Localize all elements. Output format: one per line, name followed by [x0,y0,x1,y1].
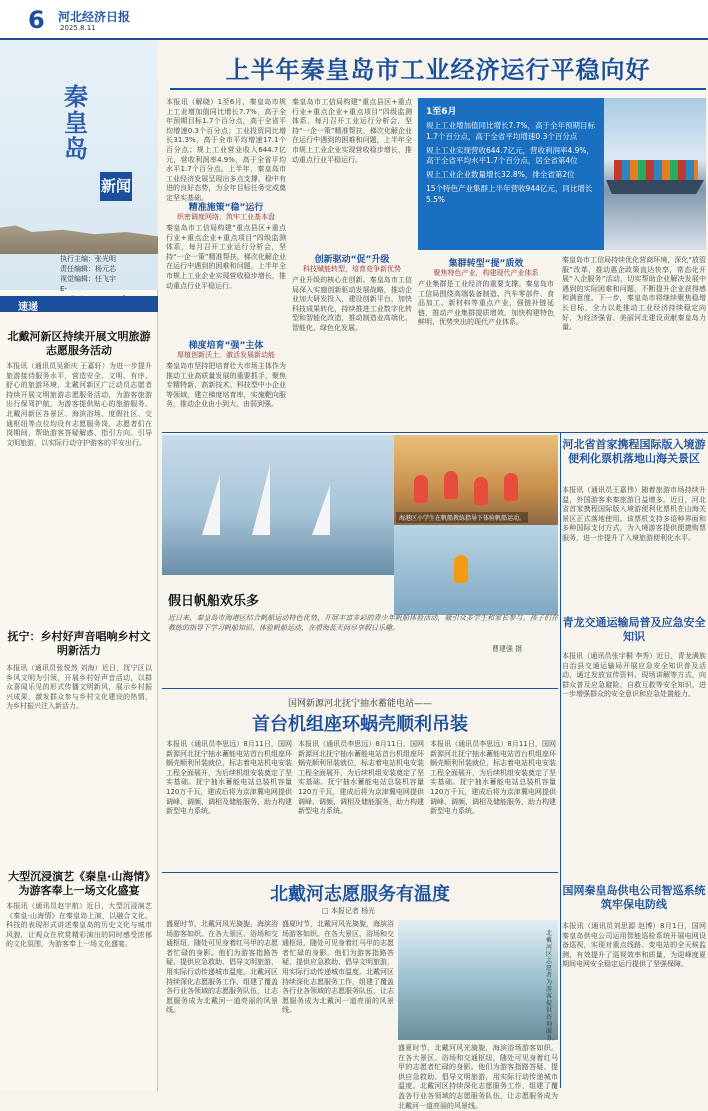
lead-headline[interactable]: 上半年秦皇岛市工业经济运行平稳向好 [225,56,651,84]
stats-infobox [418,98,604,250]
photo-story-title[interactable]: 假日帆船欢乐多 [168,594,260,609]
right-article-title[interactable]: 河北省首家携程国际版入境游便利化票机落地山海关景区 [562,438,706,465]
infobox-item: 规上工业企业数量增长32.8%，排全省第2位 [426,170,575,180]
section-masthead [0,40,158,293]
editor-line: 责任编辑：杨元芯 [60,265,116,273]
article-headline[interactable]: 北戴河志愿服务有温度 [270,884,450,905]
subhead-kicker: 厚植创新沃土，激活发展新动能 [177,351,275,359]
issue-date: 2025.8.11 [60,24,96,32]
infobox-item: 规上工业实现营收644.7亿元，营收利润率4.9%，高于全省平均水平1.7个百分点，居全省第4位 [426,145,595,166]
cargo-ship-photo [604,98,706,250]
paper-name: 河北经济日报 [58,10,131,24]
child-figure [504,473,518,501]
article-headline[interactable]: 首台机组座环蜗壳顺利吊装 [252,714,468,735]
container-stack [614,160,698,180]
boat-ride-photo [394,525,558,615]
infobox-item: 15个特色产业集群上半年营收944亿元，同比增长5.5% [426,183,593,204]
article-body: 盛夏时节，北戴河风光旖旎，海滨浴场游客如织。在各大景区、浴场和交通枢纽，随处可见身着红马甲的志愿者忙碌的身影。他们为游客指路答疑、提供应急救助、倡导文明旅游，用实际行动传递城市温度。北戴河区持续深化志愿服务工作，组建了覆盖各行业各领域的志愿服务队伍，让志愿服务成为北戴河一道亮丽的风景线。 [398,1044,558,1110]
section-divider [162,688,558,689]
child-figure [454,555,468,583]
section-body: 秦皇岛市工信局构建“重点县区+重点行业+重点企业+重点项目”四级监测体系，每月召开工业运行分析会，坚持“一企一策”精准帮扶，梯次化解企业在运行中遇到的困难和问题，上半年全市规上工业企业实现营收稳步增长，推动重点行业平稳运行。 [166,224,286,290]
infobox-item: 规上工业增加值同比增长7.7%，高于全年预期目标1.7个百分点，高于全省平均增速0.3个百分点 [426,121,596,141]
right-article-body: 本报讯（通讯员张宇桐 李秀）近日，青龙满族自治县交通运输局开展应急安全知识普及活动，通过发放宣传资料、现场讲解等方式，向群众普及应急避险、自救互救等安全知识，进一步增强群众的安全意识和应急处置能力。 [562,652,706,699]
photo-caption: 海港区小学生在帆船教练指导下体验帆船运动。 [396,512,528,523]
masthead-section: 新闻 [100,172,132,201]
page-header [0,0,708,40]
subhead: 精准施策“稳”运行 [188,203,264,213]
photo-story-body: 近日来，秦皇岛市海港区结合帆船运动特色优势，开展丰富多彩的青少年帆船体验活动，吸引众多学生和家长参与。孩子们在教练的指导下学习帆船知识、体验帆船运动，在碧海蓝天间尽享假日乐趣。 [168,614,558,632]
sailing-photo [162,435,394,575]
section-body: 秦皇岛市坚持把培育壮大市场主体作为推动工业高质量发展的重要抓手，聚焦专精特新、高新技术、科技型中小企业等领域，建立梯度培育库，实施靶向服务，推动企业由小到大、由弱到强。 [166,362,286,409]
sidebar [0,40,158,1091]
subhead: 梯度培育“强”主体 [188,341,264,351]
masthead-city: 秦皇岛 [64,82,88,163]
photo-caption: 北戴河区志愿者为游客提供咨询服务。 [546,930,559,1042]
subhead-kicker: 聚焦特色产业，构建现代产业体系 [433,269,539,277]
section-body: 产业集群是工业经济的重要支撑。秦皇岛市工信局围绕高端装备制造、汽车零部件、食品加工、新材料等重点产业，强链补链延链，推动产业集群提质增效，加快构建特色鲜明、优势突出的现代产业体系。 [418,280,554,327]
subhead: 集群转型“提”质效 [448,259,524,269]
article-body: 盛夏时节，北戴河风光旖旎，海滨浴场游客如织。在各大景区、浴场和交通枢纽，随处可见身着红马甲的志愿者忙碌的身影。他们为游客指路答疑、提供应急救助、倡导文明旅游，用实际行动传递城市温度。北戴河区持续深化志愿服务工作，组建了覆盖各行业各领域的志愿服务队伍，让志愿服务成为北戴河一道亮丽的风景线。 [166,920,278,1015]
sidebar-article-body: 本报讯（通讯员吴新庆 王嘉轩）为进一步提升旅游接待服务水平，营造安全、文明、有序、舒心的旅游环境，北戴河新区广泛动员志愿者持续开展文明旅游志愿服务活动，为游客旅游出行保驾护航，为游客提供贴心的旅游服务。北戴河新区各景区、海滨浴场、度假社区、交通枢纽等点位均设有志愿服务岗，志愿者们在岗期间，帮助游客答疑解惑、指引方向、引导文明旅游，以实际行动守护游客的平安出行。 [6,362,152,447]
sidebar-article-body: 本报讯（通讯员赵宇航）近日，大型沉浸演艺《秦皇·山海情》在秦皇岛上演，以融合文化、科技的表现形式讲述秦皇岛的历史文化与城市风貌，让观众在欣赏精彩演出的同时感受浓郁的文化氛围，为游客奉上一场文化盛宴。 [6,902,152,949]
sail-shape [312,485,330,535]
child-figure [444,471,458,499]
article-body: 本报讯（通讯员李思远）8月11日，国网新源河北抚宁抽水蓄能电站首台机组座环蜗壳顺利吊装就位，标志着电站机电安装工程全面展开，为后续机组安装奠定了坚实基础。抚宁抽水蓄能电站总装机容量120万千瓦，建成后将为京津冀电网提供调峰、调频、调相及储能服务，助力构建新型电力系统。 [166,740,292,816]
main-content [162,40,708,1110]
sail-shape [252,465,270,535]
section-divider [562,432,708,433]
child-figure [414,475,428,503]
right-article-title[interactable]: 青龙交通运输局普及应急安全知识 [562,616,706,643]
article-body: 本报讯（通讯员李思远）8月11日，国网新源河北抚宁抽水蓄能电站首台机组座环蜗壳顺利吊装就位，标志着电站机电安装工程全面展开，为后续机组安装奠定了坚实基础。抚宁抽水蓄能电站总装机容量120万千瓦，建成后将为京津冀电网提供调峰、调频、调相及储能服务，助力构建新型电力系统。 [298,740,424,816]
ship-hull [606,180,704,194]
subhead-kicker: 织密调度网络，筑牢工业基本盘 [177,213,275,221]
subhead-kicker: 科技赋能转型，培育竞争新优势 [303,265,401,273]
headline-rule [170,88,706,90]
sail-shape [202,475,220,535]
column-divider [560,432,561,1088]
page-number: 6 [28,6,45,34]
sidebar-article-title[interactable]: 北戴河新区持续开展文明旅游志愿服务活动 [7,330,151,357]
section-body: 秦皇岛市工信局构建“重点县区+重点行业+重点企业+重点项目”四级监测体系，每月召开工业运行分析会，坚持“一企一策”精准帮扶，梯次化解企业在运行中遇到的困难和问题，上半年全市规上工业企业实现营收稳步增长，推动重点行业平稳运行。 [292,98,412,164]
section-body: 秦皇岛市工信局持续优化营商环境，深化“放管服”改革，推动惠企政策直达快享，常态化开展“入企服务”活动，切实帮助企业解决发展中遇到的实际困难和问题，不断提升企业获得感和满意度。下一步，秦皇岛市将继续聚焦稳增长目标，全力以赴推动工业经济持续稳定向好，为经济强省、美丽河北建设贡献秦皇岛力量。 [562,256,706,332]
article-byline: □ 本报记者 杨光 [322,907,376,915]
article-kicker: 国网新源河北抚宁抽水蓄能电站—— [287,699,432,709]
great-wall-illustration [0,210,158,254]
subhead: 创新驱动“促”升级 [314,255,390,265]
sidebar-article-body: 本报讯（通讯员张悦然 刘海）近日，抚宁区以乡风文明为引领，开展乡村好声音活动，以群众喜闻乐见的形式传播文明新风，展示乡村振兴成果，激发群众参与乡村文化建设的热情，为乡村振兴注入新活力。 [6,664,152,711]
editor-email: E- [60,285,67,293]
article-body: 本报讯（通讯员李思远）8月11日，国网新源河北抚宁抽水蓄能电站首台机组座环蜗壳顺利吊装就位，标志着电站机电安装工程全面展开，为后续机组安装奠定了坚实基础。抚宁抽水蓄能电站总装机容量120万千瓦，建成后将为京津冀电网提供调峰、调频、调相及储能服务，助力构建新型电力系统。 [430,740,556,816]
right-article-body: 本报讯（通讯员刘思源 赵博）8月1日，国网秦皇岛供电公司运用智能巡检系统开展电网设备巡视，实现对重点线路、变电站的全天候监测，有效提升了巡视效率和质量，为迎峰度夏期间电网安全稳定运行提供了坚强保障。 [562,922,706,969]
express-bar [0,296,158,312]
right-article-title[interactable]: 国网秦皇岛供电公司智巡系统筑牢保电防线 [562,884,706,911]
article-body: 盛夏时节，北戴河风光旖旎，海滨浴场游客如织。在各大景区、浴场和交通枢纽，随处可见身着红马甲的志愿者忙碌的身影。他们为游客指路答疑、提供应急救助、倡导文明旅游，用实际行动传递城市温度。北戴河区持续深化志愿服务工作，组建了覆盖各行业各领域的志愿服务队伍，让志愿服务成为北戴河一道亮丽的风景线。 [282,920,394,1015]
child-figure [474,477,488,505]
sidebar-article-title[interactable]: 抚宁：乡村好声音唱响乡村文明新活力 [7,630,151,657]
infobox-title: 1至6月 [426,107,457,117]
lead-body: 本报讯（解晓）1至6月，秦皇岛市规上工业增加值同比增长7.7%，高于全年预期目标1.7个百分点，高于全省平均增速0.3个百分点；工业投资同比增长31.3%，高于全市平均增速17.1个百分点；规上工业营业收入644.7亿元，营收利润率4.9%，高于全省平均水平1.7个百分点。上半年，秦皇岛市工业经济发展呈现出多点支撑、稳中有进的良好态势，为全年目标任务完成奠定坚实基础。 [166,98,286,202]
express-label: 速递 [18,302,38,313]
section-divider [162,872,558,873]
section-body: 产业升级的核心在创新。秦皇岛市工信局深入实施创新驱动发展战略，推动企业加大研发投入，建设创新平台，加快科技成果转化，持续推进工业数字化转型和智能化改造，推动制造业高端化、智能化、绿色化发展。 [292,276,412,332]
editor-line: 执行主编：张光明 [60,255,116,263]
right-article-body: 本报讯（通讯员王嘉伟）随着旅游市场持续升温，外国游客来秦旅游日益增多。近日，河北省首家携程国际版入境游便利化票机在山海关景区正式落地使用。该票机支持多语种界面和多种国际支付方式，为入境游客提供便捷购票服务，进一步提升了入境旅游便利化水平。 [562,486,706,542]
editor-line: 视觉编辑：任飞宇 [60,275,116,283]
sidebar-article-title[interactable]: 大型沉浸演艺《秦皇·山海情》为游客奉上一场文化盛宴 [8,870,150,897]
photo-credit: 曹建强 摄 [492,645,523,653]
volunteer-photo [398,920,558,1040]
